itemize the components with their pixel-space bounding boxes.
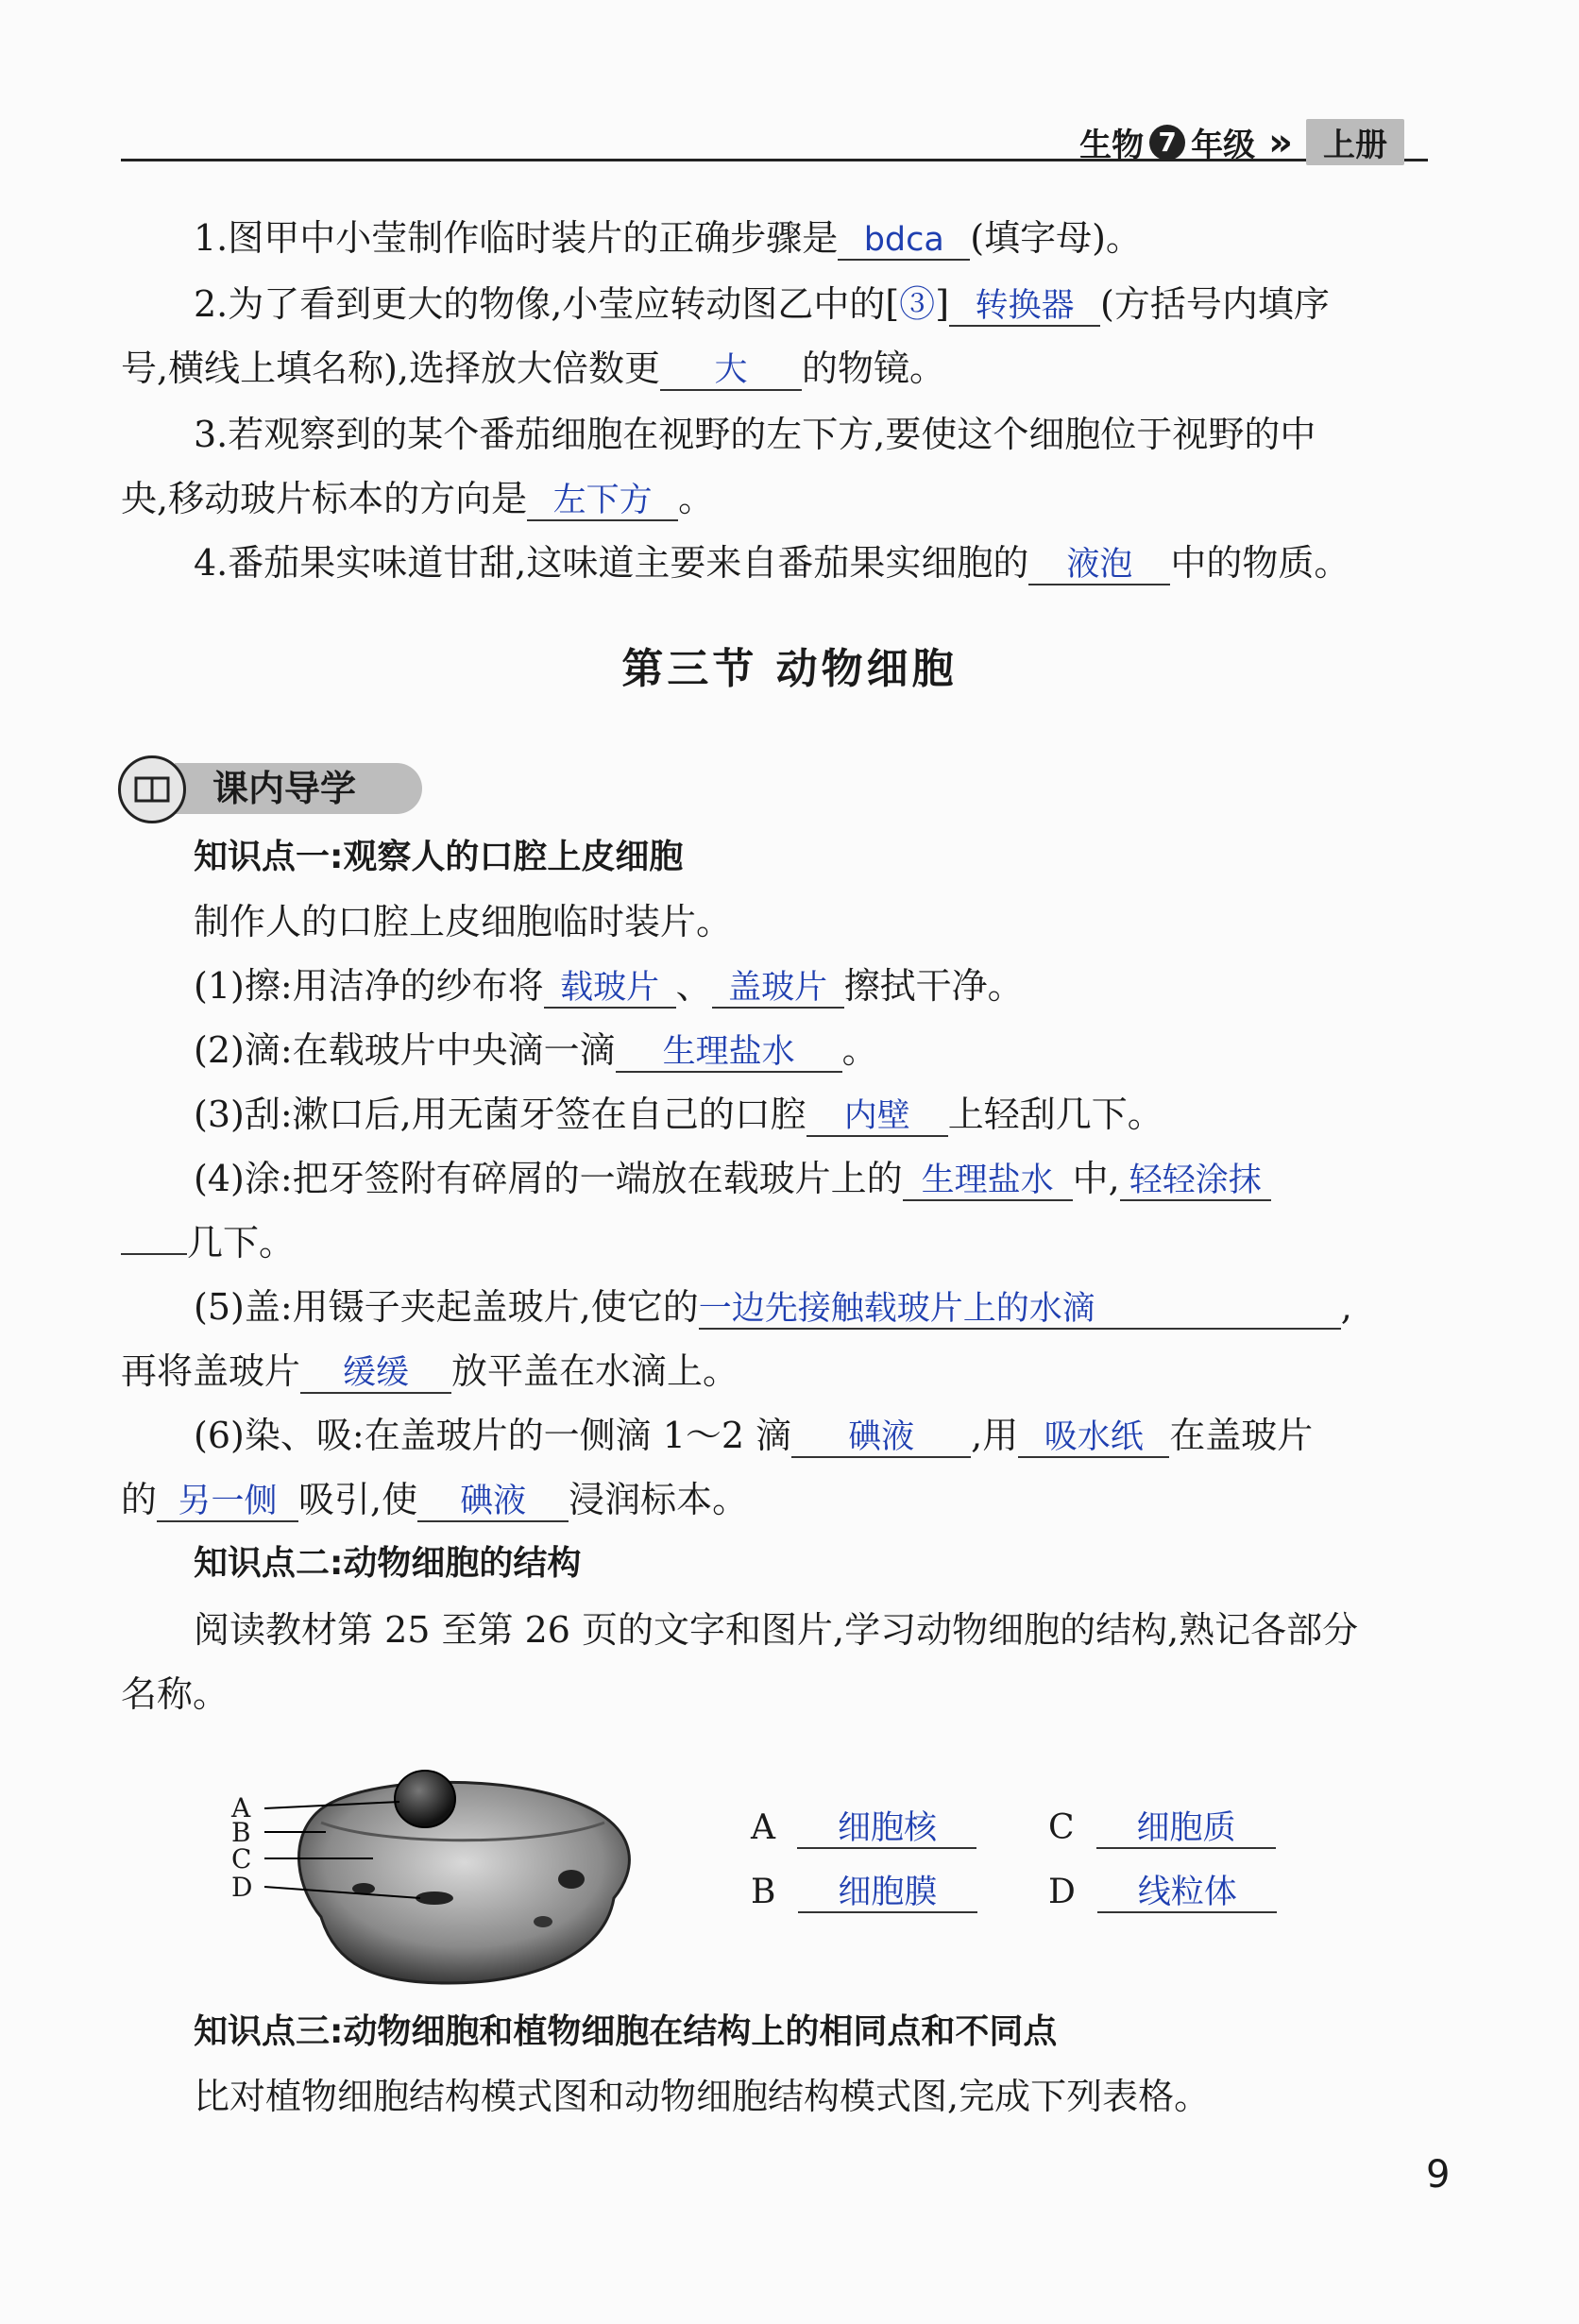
question-3 [194,412,1316,457]
question-2 [194,281,1330,327]
q2-bracket-answer: ③ [899,283,936,325]
q2-text: 2.为了看到更大的物像,小莹应转动图乙中的[ [194,283,900,325]
kp1-step-3 [194,1092,1163,1137]
section-badge [118,755,420,820]
kp1-s4-blank-cont [121,1253,187,1255]
kp2-text-line2: 名称。 [121,1673,229,1715]
kp1-s6-answer-3: 另一侧 [157,1483,298,1522]
kp1-s4-end: 几下。 [187,1222,296,1264]
kp1-step-2 [194,1027,878,1073]
answer-d-key: D [1048,1873,1076,1911]
kp1-step-4-line2 [121,1220,295,1265]
answer-a-value: 细胞核 [797,1809,976,1849]
q4-text: 4.番茄果实味道甘甜,这味道主要来自番茄果实细胞的 [194,542,1029,584]
header-grade: 年级 [1191,127,1256,164]
kp1-s4-answer-2: 轻轻涂抹 [1120,1162,1271,1201]
q2-text-end: (方括号内填序 [1100,283,1330,325]
kp2-text-line1: 阅读教材第 25 至第 26 页的文字和图片,学习动物细胞的结构,熟记各部分 [194,1609,1359,1651]
kp1-s5-answer-2: 缓缓 [300,1354,451,1394]
q2-line2-text: 号,横线上填名称),选择放大倍数更 [121,348,660,389]
q1-text: 1.图甲中小莹制作临时装片的正确步骤是 [194,217,839,259]
page-header [1079,119,1404,165]
kp1-intro: 制作人的口腔上皮细胞临时装片。 [194,901,733,942]
q3-text: 3.若观察到的某个番茄细胞在视野的左下方,要使这个细胞位于视野的中 [194,414,1316,455]
kp1-s1-answer-2: 盖玻片 [712,969,844,1009]
grade-number-badge: 7 [1149,125,1185,161]
q4-answer: 液泡 [1028,546,1170,585]
q2-line2-end: 的物镜。 [802,348,946,389]
question-2-line2 [121,346,945,391]
kp1-step-5 [194,1284,1352,1330]
question-1 [194,215,1142,261]
answer-c-key: C [1048,1808,1075,1847]
fig-label-c: C [231,1843,252,1874]
kp1-s5-line2-text: 再将盖玻片 [121,1350,301,1392]
knowledge-point-1-title: 知识点一:观察人的口腔上皮细胞 [194,838,684,876]
answer-b [751,1872,977,1913]
kp1-s1-answer-1: 载玻片 [544,969,676,1009]
answer-a-key: A [751,1808,775,1847]
kp1-s3-text: (3)刮:漱口后,用无菌牙签在自己的口腔 [194,1094,806,1135]
kp1-s1-text: (1)擦:用洁净的纱布将 [194,965,544,1007]
knowledge-point-2-title: 知识点二:动物细胞的结构 [194,1544,582,1583]
q1-answer: bdca [838,221,970,261]
kp1-s6-end: 浸润标本。 [569,1479,749,1520]
kp3-text: 比对植物细胞结构模式图和动物细胞结构模式图,完成下列表格。 [194,2076,1211,2117]
kp1-s2-text: (2)滴:在载玻片中央滴一滴 [194,1029,616,1071]
kp1-step-6 [194,1413,1313,1458]
section-title: 第三节 动物细胞 [621,645,958,693]
kp1-step-6-line2 [121,1477,748,1522]
kp1-s6-answer-1: 碘液 [791,1418,971,1458]
kp1-step-4 [194,1156,1271,1201]
page-number: 9 [1426,2153,1451,2197]
kp1-s6-mid3: 吸引,使 [298,1479,418,1520]
fig-label-d: D [231,1872,253,1903]
knowledge-point-3-title: 知识点三:动物细胞和植物细胞在结构上的相同点和不同点 [194,2012,1058,2051]
header-subject: 生物 [1079,127,1145,164]
q1-text-end: (填字母)。 [970,217,1142,259]
kp1-s5-comma: , [1340,1286,1352,1328]
q3-line2-text: 央,移动玻片标本的方向是 [121,478,528,519]
kp1-s1-end: 擦拭干净。 [843,965,1024,1007]
kp1-s6-line2-de: 的 [121,1479,158,1520]
header-volume: 上册 [1306,119,1404,165]
badge-label: 课内导学 [212,768,357,809]
kp1-s6-mid: ,用 [971,1415,1019,1456]
fig-label-b: B [231,1817,251,1848]
kp1-s4-mid: 中, [1072,1158,1120,1199]
q3-line2-end: 。 [678,478,715,519]
kp1-s1-sep: 、 [675,965,712,1007]
kp1-s6-text: (6)染、吸:在盖玻片的一侧滴 1～2 滴 [194,1415,792,1456]
animal-cell-diagram [231,1756,647,2002]
kp1-s2-answer: 生理盐水 [616,1033,842,1073]
kp1-step-1 [194,963,1024,1009]
question-3-line2 [121,476,714,521]
kp1-s6-mid2: 在盖玻片 [1169,1415,1314,1456]
answer-b-value: 细胞膜 [798,1874,977,1913]
kp1-s5-answer-1: 一边先接触载玻片上的水滴 [699,1290,1341,1330]
answer-d [1048,1872,1277,1913]
kp1-s4-text: (4)涂:把牙签附有碎屑的一端放在载玻片上的 [194,1158,903,1199]
answer-b-key: B [751,1873,776,1911]
q2-answer: 转换器 [949,287,1100,327]
kp1-s5-text: (5)盖:用镊子夹起盖玻片,使它的 [194,1286,699,1328]
kp1-s4-answer-1: 生理盐水 [903,1162,1073,1201]
book-icon [118,755,186,823]
answer-c [1048,1807,1276,1849]
kp1-s6-answer-2: 吸水纸 [1018,1418,1169,1458]
q3-answer: 左下方 [527,482,678,521]
kp1-s3-answer: 内壁 [806,1097,948,1137]
q2-bracket-close: ] [935,283,950,325]
kp1-step-5-line2 [121,1349,739,1394]
double-chevron-icon: » [1268,120,1293,164]
answer-a [751,1807,976,1849]
question-4 [194,540,1350,585]
answer-d-value: 线粒体 [1097,1874,1277,1913]
answer-c-value: 细胞质 [1096,1809,1276,1849]
q2-answer-2: 大 [660,351,802,391]
kp1-s2-end: 。 [841,1029,878,1071]
kp1-s3-end: 上轻刮几下。 [947,1094,1163,1135]
kp1-s5-end: 放平盖在水滴上。 [451,1350,739,1392]
kp1-s6-answer-4: 碘液 [417,1483,569,1522]
q4-text-end: 中的物质。 [1170,542,1350,584]
fig-label-a: A [231,1792,251,1824]
